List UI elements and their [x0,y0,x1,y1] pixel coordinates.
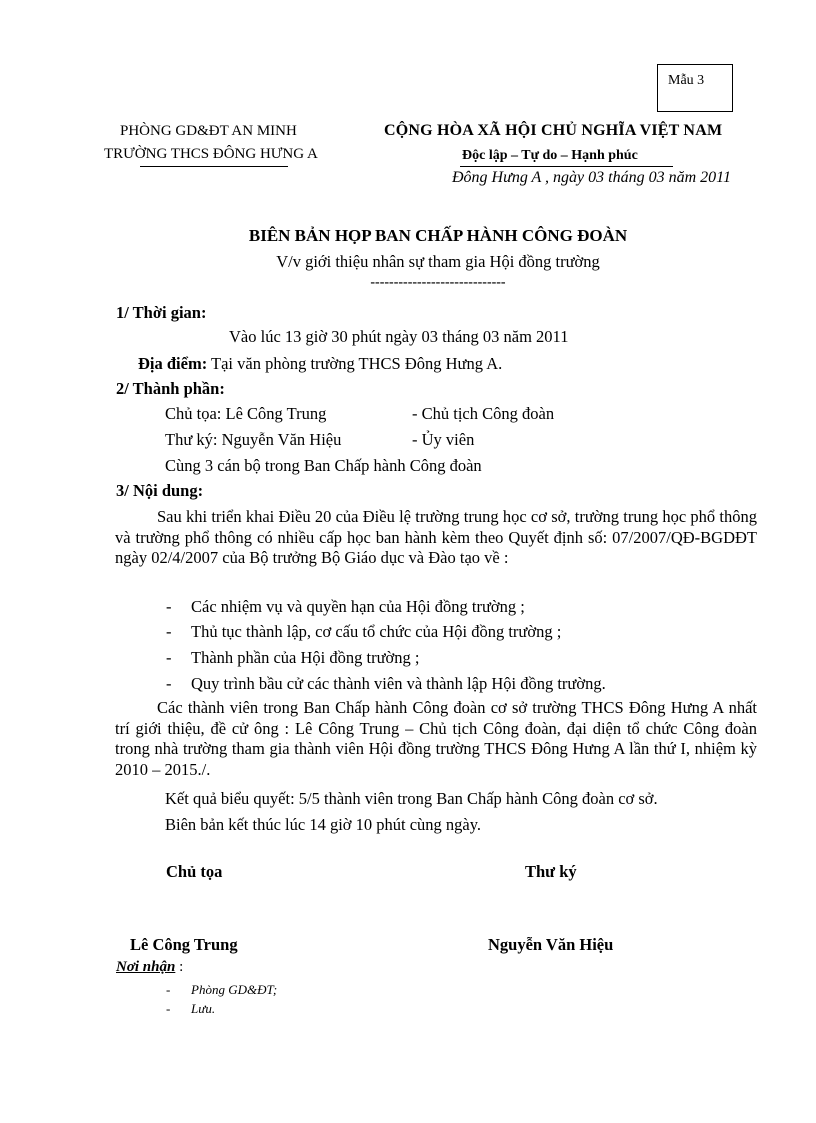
recipients-block [116,959,183,976]
recipient-dash: - [166,1001,171,1016]
list-item-dash: - [166,674,172,693]
national-title: CỘNG HÒA XÃ HỘI CHỦ NGHĨA VIỆT NAM [384,122,723,139]
meeting-location [138,354,502,374]
chair-signature-title: Chủ tọa [166,862,223,881]
recipients-colon: : [175,959,184,975]
list-item-text: Quy trình bầu cử các thành viên và thành lập Hội đồng trường. [191,674,606,693]
nomination-text: Các thành viên trong Ban Chấp hành Công đoàn cơ sở trường THCS Đông Hưng A nhất trí giới thiệu, đề cử ông : Lê Công Trung – Chủ tịch Công đoàn, đại diện tổ chức Công đoàn trong nhà trường tham gia thành viên Hội đồng trường THCS Đông Hưng A lần thứ I, nhiệm kỳ 2010 – 2015./. [115,698,757,779]
recipient-text: Lưu. [191,1001,216,1016]
school-name-underline [140,166,288,167]
chair-person: Chủ tọa: Lê Công Trung [165,404,327,423]
closing-statement: Biên bản kết thúc lúc 14 giờ 10 phút cùng ngày. [165,815,482,834]
location-text: Tại văn phòng trường THCS Đông Hưng A. [211,354,503,373]
list-item-text: Thành phần của Hội đồng trường ; [191,648,420,667]
content-intro-text: Sau khi triển khai Điều 20 của Điều lệ trường trung học cơ sở, trường trung học phổ thông và trường phổ thông có nhiều cấp học ban hành kèm theo Quyết định số: 07/2007/QĐ-BGDĐT ngày 02/4/2007 của Bộ trưởng Bộ Giáo dục và Đào tạo về : [115,507,757,567]
recipient-text: Phòng GD&ĐT; [191,982,278,997]
secretary-person: Thư ký: Nguyễn Văn Hiệu [165,430,342,449]
secretary-role: - Ủy viên [412,430,475,449]
form-number-box [657,64,733,112]
chair-signature-name: Lê Công Trung [130,935,238,954]
document-subtitle: V/v giới thiệu nhân sự tham gia Hội đồng trường [276,252,600,271]
recipient-dash: - [166,982,171,997]
national-motto-underline [460,166,673,167]
list-item-text: Các nhiệm vụ và quyền hạn của Hội đồng trường ; [191,597,525,616]
department-name: PHÒNG GD&ĐT AN MINH [120,123,297,139]
nomination-paragraph [115,698,757,780]
list-item-dash: - [166,597,172,616]
vote-result: Kết quả biểu quyết: 5/5 thành viên trong Ban Chấp hành Công đoàn cơ sở. [165,789,658,808]
document-title: BIÊN BẢN HỌP BAN CHẤP HÀNH CÔNG ĐOÀN [248,226,628,245]
recipients-label: Nơi nhận [116,959,176,975]
section-participants-heading: 2/ Thành phần: [116,379,225,398]
meeting-time: Vào lúc 13 giờ 30 phút ngày 03 tháng 03 năm 2011 [229,327,569,346]
location-label: Địa điểm: [138,354,208,373]
section-time-heading: 1/ Thời gian: [116,303,207,322]
list-item-dash: - [166,622,172,641]
school-name: TRƯỜNG THCS ĐÔNG HƯNG A [104,146,318,162]
list-item-text: Thủ tục thành lập, cơ cấu tổ chức của Hội đồng trường ; [191,622,562,641]
national-motto: Độc lập – Tự do – Hạnh phúc [462,148,638,163]
chair-role: - Chủ tịch Công đoàn [412,404,555,423]
section-content-heading: 3/ Nội dung: [116,481,204,500]
form-number-label: Mẫu 3 [668,73,705,88]
content-intro-paragraph [115,507,757,569]
secretary-signature-title: Thư ký [525,862,577,881]
other-participants: Cùng 3 cán bộ trong Ban Chấp hành Công đoàn [165,456,482,475]
list-item-dash: - [166,648,172,667]
secretary-signature-name: Nguyễn Văn Hiệu [488,935,614,954]
document-date: Đông Hưng A , ngày 03 tháng 03 năm 2011 [452,169,731,186]
title-separator: ----------------------------- [370,275,506,290]
